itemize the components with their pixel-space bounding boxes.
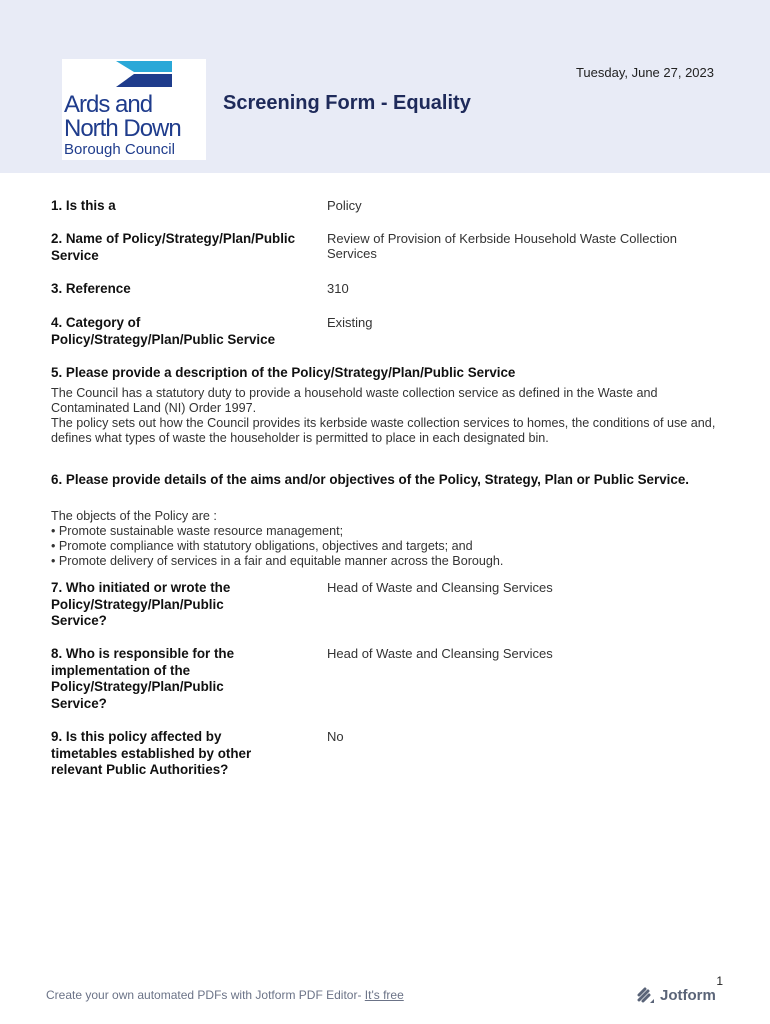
question-9-answer: No [327,729,344,744]
question-3-label: 3. Reference [51,281,131,296]
question-6-answer-line: • Promote sustainable waste resource management; [51,524,344,538]
logo-text-line1: Ards and [64,91,153,118]
question-8-answer: Head of Waste and Cleansing Services [327,646,553,661]
question-1-answer: Policy [327,198,362,213]
jotform-logo-icon [637,986,655,1004]
question-8-label: 8. Who is responsible for the implementation of the Policy/Strategy/Plan/Public Service? [51,646,235,711]
question-5-answer-line: The Council has a statutory duty to provide a household waste collection service as defined in the Waste and Contaminated Land (NI) Order 1997. [51,386,658,415]
page-header [0,0,770,173]
question-2-label: 2. Name of Policy/Strategy/Plan/Public Service [51,231,296,263]
form-date: Tuesday, June 27, 2023 [575,65,714,80]
question-6-label: 6. Please provide details of the aims and/or objectives of the Policy, Strategy, Plan or Public Service. [51,472,690,487]
council-logo [62,59,206,160]
question-7-answer: Head of Waste and Cleansing Services [327,580,553,595]
question-5-answer-line: The policy sets out how the Council provides its kerbside waste collection services to homes, the conditions of use and, defines what types of waste the householder is permitted to place in each designated bin. [51,416,716,445]
question-7-label: 7. Who initiated or wrote the Policy/Strategy/Plan/Public Service? [51,580,231,628]
footer-promo-link[interactable]: It's free [364,988,404,1002]
question-6-answer-line: The objects of the Policy are : [51,509,217,523]
footer-promo-text: Create your own automated PDFs with Jotform PDF Editor- [46,988,365,1002]
question-6-answer-line: • Promote compliance with statutory obligations, objectives and targets; and [51,539,473,553]
question-3-answer: 310 [327,281,349,296]
question-1-label: 1. Is this a [51,198,116,213]
question-5-label: 5. Please provide a description of the Policy/Strategy/Plan/Public Service [51,365,516,380]
page-number: 1 [716,974,723,988]
question-2-answer: Review of Provision of Kerbside Household Waste Collection Services [327,231,677,261]
council-logo-mark [116,61,172,87]
form-title: Screening Form - Equality [223,92,471,114]
footer-promo [46,988,404,1002]
question-4-answer: Existing [327,315,373,330]
question-9-label: 9. Is this policy affected by timetables established by other relevant Public Authorities? [51,729,252,777]
question-4-label: 4. Category of Policy/Strategy/Plan/Public Service [51,315,276,347]
question-6-answer-line: • Promote delivery of services in a fair and equitable manner across the Borough. [51,554,504,568]
jotform-brand[interactable] [637,986,716,1004]
question-5-answer [51,386,731,446]
jotform-brand-label: Jotform [660,986,716,1004]
question-6-answer [51,509,731,569]
logo-text-line2: North Down [64,115,181,142]
logo-text-line3: Borough Council [64,141,175,158]
